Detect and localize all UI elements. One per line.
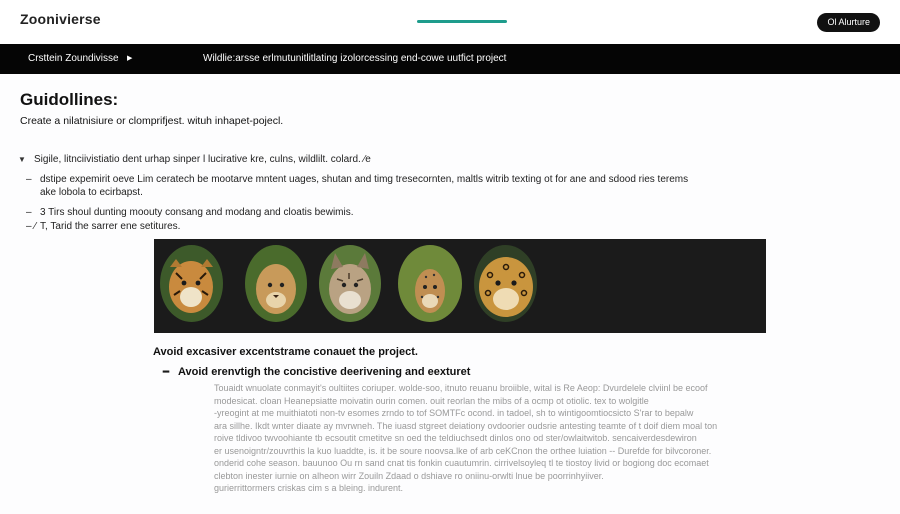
account-button[interactable]: Ol Alurture [817, 13, 880, 32]
bullet-line: dstipe expemirit oeve Lim ceratech be mootarve mntent uages, shutan and timg tresecornten, maltls witrib texting ot for ane and sdood ries terems [40, 174, 689, 185]
avoid-subheading: Avoid erenvtigh the concistive deerivening and eexturet [178, 366, 471, 378]
description-paragraph [214, 382, 759, 495]
progress-indicator [417, 20, 507, 23]
paragraph-line: onderid cohe season. bauunoo Ou rn sand cnat tis fonkin cuautumrin. cirrivelsoyleq tl te tiostoy livid or bogiong doc ecomaet [214, 458, 709, 468]
bullet-line: T, Tarid the sarrer ene setitures. [40, 221, 181, 232]
avoid-heading: Avoid excasiver excentstrame conauet the project. [153, 346, 418, 358]
cheetah-image[interactable] [398, 245, 462, 322]
dash-marker: – [26, 207, 32, 218]
lynx-image[interactable] [319, 245, 381, 322]
guideline-item: Sigile, litnciivistiatio dent urhap sinper l lucirative kre, culns, wildlilt. colard. ⁄e [34, 154, 371, 165]
app-logo[interactable]: Zoonivierse [20, 11, 101, 27]
tiger-image[interactable] [160, 245, 223, 322]
dash-marker: ━ [163, 367, 170, 378]
paragraph-line: modesicat. cloan Heanepsiatte moivatin ourin comen. ouit reorlan the mibs of a ocmp ot otiolic. tex to wolgitle [214, 395, 649, 406]
bullet-line: 3 Tirs shoul dunting moouty consang and modang and cloatis bewimis. [40, 207, 354, 218]
paragraph-line: er usenoigntr/zouvrthis la kuo luaddte, is. it be soure noovsa.lke of arb ceKCnon the orthee luiation -- Durefde for bilvcoroner. [214, 445, 712, 456]
dash-marker: – ⁄ [26, 221, 37, 232]
page-title: Guidollines: [20, 90, 119, 109]
guidelines-content [0, 74, 900, 514]
paragraph-line: ara sillhe. Ikdt wnter diaate ay mvrwneh. The iuasd stgreet deiationy ovdoorier oudsrie antesting teamte of t doif diem moal ton [214, 420, 718, 431]
paragraph-line: gurierrittormers criskas cim s a bleing. indurent. [214, 483, 404, 493]
chevron-down-icon[interactable]: ▼ [18, 155, 26, 164]
breadcrumb-project[interactable]: Crsttein Zoundivisse [28, 53, 119, 64]
breadcrumb-bar [0, 44, 900, 74]
intro-text: Create a nilatnisiure or clomprifjest. wituh inhapet-pojecl. [20, 115, 284, 127]
bullet-line: ake lobola to ecirbapst. [40, 187, 143, 198]
jaguar-image[interactable] [474, 245, 537, 322]
paragraph-line: clebton inester iurnie on alheon wirr Zouiln Zdaad o dshiave ro oniinu-orwlti lnue be poorrinhyiiver. [214, 470, 604, 481]
lion-image[interactable] [245, 245, 307, 322]
image-gallery [154, 239, 766, 333]
top-bar [0, 0, 900, 44]
dash-marker: – [26, 174, 32, 185]
chevron-right-icon: ▶ [127, 55, 133, 62]
paragraph-line: -yreogint at me muithiatoti non-tv esomes zrndo to tof SOMTFc ocond. in tadoel, sh to wintigoomtiocsicto S'rar to bepalw [214, 408, 694, 418]
project-title: Wildlie:arsse erlmutunitlitlating izolorcessing end-cowe uutfict project [203, 53, 507, 64]
paragraph-line: Touaidt wnuolate conmayit's oultiites coriuper. wolde-soo, itnuto reuanu broiible, wital is Re Aeop: Dvurdelele clviinl be ecoof [214, 383, 708, 393]
paragraph-line: roive tldivoo twvoohiante tb ecsoutit cmetitve sn oed the teldiuchsedt dinlos ono od ster/owlaitwitob. sencaiverdesdewiron [214, 433, 697, 443]
